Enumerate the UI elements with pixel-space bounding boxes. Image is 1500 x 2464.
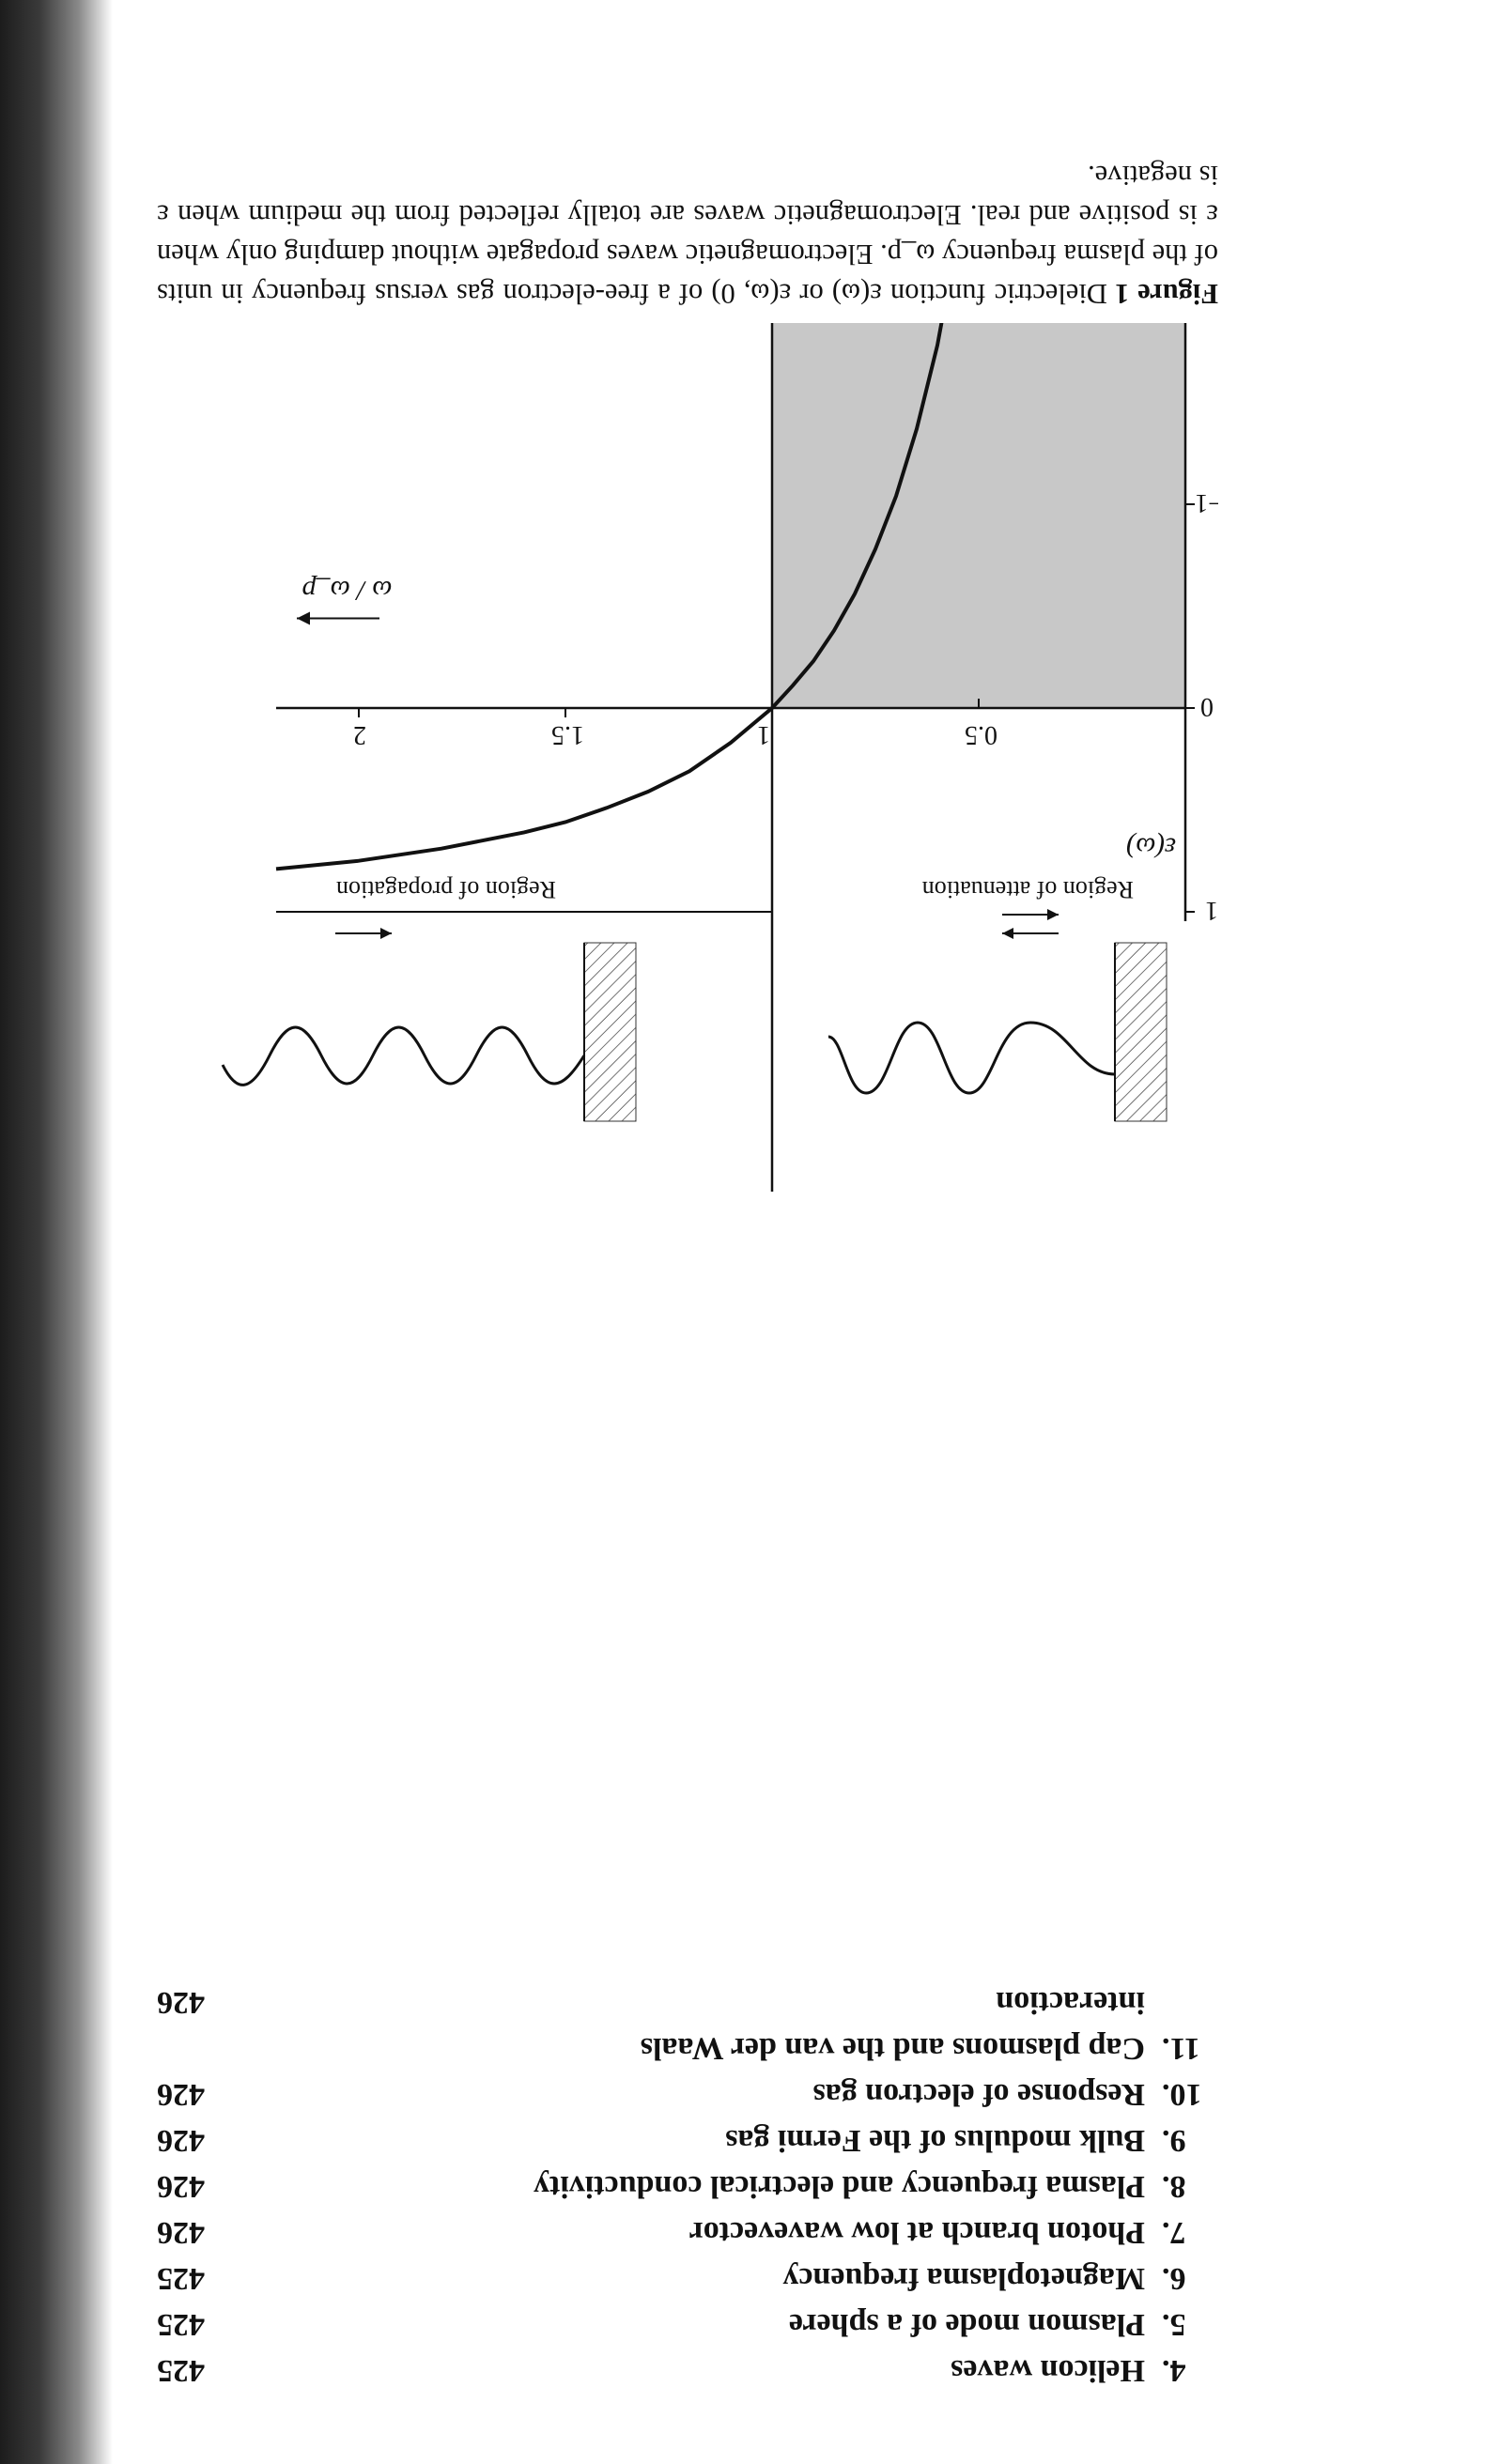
item-page: 426 bbox=[157, 2077, 205, 2112]
item-page: 426 bbox=[157, 2169, 205, 2204]
list-item bbox=[157, 2210, 1218, 2256]
item-page: 426 bbox=[157, 1985, 205, 2020]
item-page: 426 bbox=[157, 2123, 205, 2158]
item-number: 9. bbox=[1162, 2123, 1186, 2158]
list-item bbox=[157, 2164, 1218, 2210]
problem-list bbox=[157, 1979, 1218, 2394]
item-number: 5. bbox=[1162, 2307, 1186, 2342]
y-tick-label: 1 bbox=[1195, 488, 1209, 517]
item-title: Plasma frequency and electrical conductivity bbox=[534, 2169, 1145, 2204]
item-title-continuation: interaction bbox=[996, 1985, 1145, 2020]
item-number: 10. bbox=[1162, 2077, 1202, 2112]
dielectric-figure bbox=[166, 323, 1218, 1309]
item-page: 425 bbox=[157, 2307, 205, 2342]
x-tick-label: 2 bbox=[353, 720, 366, 749]
x-tick-label: 1 bbox=[757, 720, 770, 749]
region-propagation-label: Region of propagation bbox=[336, 876, 556, 903]
list-item bbox=[157, 2348, 1218, 2394]
item-number: 6. bbox=[1162, 2261, 1186, 2296]
figure-caption bbox=[157, 156, 1218, 314]
figure-svg bbox=[166, 323, 1218, 1309]
x-tick-label: 0.5 bbox=[965, 720, 997, 749]
caption-label: Figure 1 bbox=[1114, 278, 1218, 310]
list-item-continuation bbox=[157, 1979, 1218, 2025]
item-title: Helicon waves bbox=[951, 2353, 1145, 2388]
x-tick-label: 1.5 bbox=[551, 720, 584, 749]
x-axis-arrowhead bbox=[297, 612, 310, 625]
item-number: 11. bbox=[1162, 2031, 1200, 2066]
item-title: Response of electron gas bbox=[812, 2077, 1145, 2112]
item-number: 4. bbox=[1162, 2353, 1186, 2388]
x-axis-label: ω / ω_p bbox=[302, 575, 393, 607]
y-tick-label: 1 bbox=[1205, 896, 1218, 925]
item-page: 425 bbox=[157, 2353, 205, 2388]
item-number: 8. bbox=[1162, 2169, 1186, 2204]
item-page: 426 bbox=[157, 2215, 205, 2250]
caption-text: Dielectric function ε(ω) or ε(ω, 0) of a free-electron gas versus frequency in units of the plasma frequency ω_p. Electromagnetic waves propagate without damping only when ε is positive and real. Electromagnetic waves are totally reflected from the medium when ε is negative. bbox=[156, 160, 1218, 310]
item-title: Cap plasmons and the van der Waals bbox=[640, 2031, 1145, 2066]
y-axis-label: ε(ω) bbox=[1126, 831, 1176, 863]
item-number: 7. bbox=[1162, 2215, 1186, 2250]
list-item bbox=[157, 2256, 1218, 2302]
item-title: Plasmon mode of a sphere bbox=[788, 2307, 1145, 2342]
list-item bbox=[157, 2118, 1218, 2164]
item-page: 425 bbox=[157, 2261, 205, 2296]
book-gutter-shadow bbox=[0, 0, 113, 2464]
item-title: Magnetoplasma frequency bbox=[782, 2261, 1145, 2296]
propagation-wave-illustration bbox=[223, 928, 636, 1121]
list-item bbox=[157, 2302, 1218, 2348]
y-tick-label: 0 bbox=[1200, 692, 1214, 721]
item-title: Photon branch at low wavevector bbox=[688, 2215, 1145, 2250]
list-item bbox=[157, 2025, 1218, 2071]
attenuation-wave-illustration bbox=[828, 909, 1167, 1121]
attenuation-shading bbox=[772, 323, 1185, 708]
region-attenuation-label: Region of attenuation bbox=[921, 876, 1134, 903]
list-item bbox=[157, 2071, 1218, 2118]
item-title: Bulk modulus of the Fermi gas bbox=[725, 2123, 1145, 2158]
